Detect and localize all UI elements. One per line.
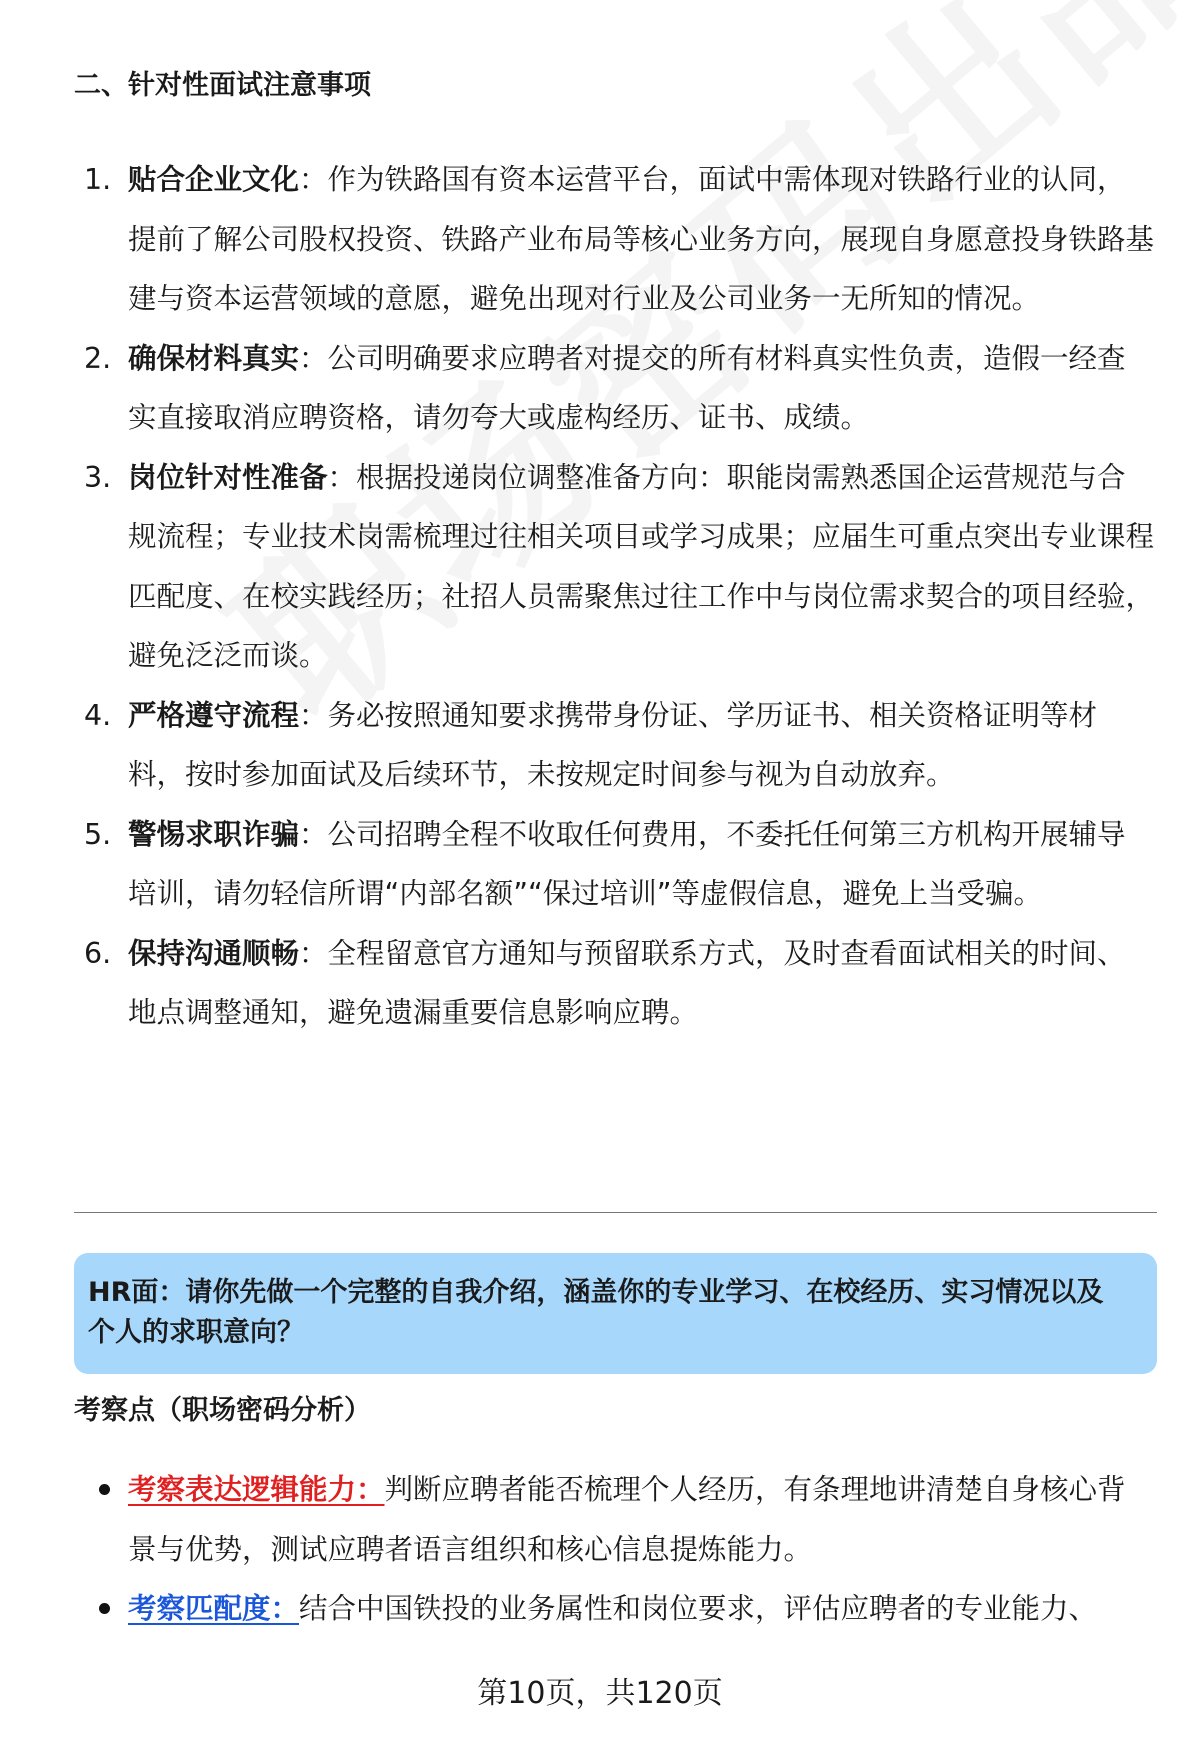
tip-item [74,686,1154,805]
section-divider [74,1212,1157,1213]
tip-number: 6. [84,936,112,970]
tip-number: 5. [84,817,112,851]
tip-heading: 警惕求职诈骗 [128,817,300,851]
tip-heading: 严格遵守流程 [128,698,300,732]
tip-number: 3. [84,460,112,494]
tip-item [74,150,1154,329]
tip-heading: 岗位针对性准备 [128,460,328,494]
tip-separator: ： [299,817,328,851]
tip-body: 公司招聘全程不收取任何费用，不委托任何第三方机构开展辅导培训，请勿轻信所谓“内部名额”“保过培训”等虚假信息，避免上当受骗。 [128,817,1126,910]
tip-heading: 保持沟通顺畅 [128,936,300,970]
tip-separator: ： [299,163,328,196]
section-title: 二、针对性面试注意事项 [74,70,371,101]
tip-number: 1. [84,163,112,196]
analysis-point-label: 考察表达逻辑能力： [128,1473,385,1506]
bullet-dot-icon [99,1484,110,1495]
tip-separator: ： [299,936,328,970]
analysis-title: 考察点（职场密码分析） [74,1395,371,1426]
tip-heading: 贴合企业文化 [128,163,300,196]
analysis-point-body: 结合中国铁投的业务属性和岗位要求，评估应聘者的专业能力、 [299,1592,1098,1625]
tip-heading: 确保材料真实 [128,341,300,375]
analysis-point [74,1579,1154,1639]
analysis-point-body: 判断应聘者能否梳理个人经历，有条理地讲清楚自身核心背景与优势，测试应聘者语言组织和核心信息提炼能力。 [128,1473,1126,1566]
tip-item [74,924,1154,1043]
interview-question-text: HR面：请你先做一个完整的自我介绍，涵盖你的专业学习、在校经历、实习情况以及个人的求职意向？ [88,1277,1104,1348]
tip-item [74,329,1154,448]
tip-item [74,805,1154,924]
analysis-points-list [74,1460,1154,1639]
tip-body: 公司明确要求应聘者对提交的所有材料真实性负责，造假一经查实直接取消应聘资格，请勿夸大或虚构经历、证书、成绩。 [128,341,1126,434]
tip-separator: ： [299,698,328,732]
bullet-dot-icon [99,1603,110,1614]
tip-body: 作为铁路国有资本运营平台，面试中需体现对铁路行业的认同，提前了解公司股权投资、铁路产业布局等核心业务方向，展现自身愿意投身铁路基建与资本运营领域的意愿，避免出现对行业及公司业务一无所知的情况。 [128,163,1155,315]
analysis-point [74,1460,1154,1579]
analysis-point-label: 考察匹配度： [128,1592,300,1625]
tip-separator: ： [327,460,357,494]
interview-question-box [74,1253,1157,1374]
tip-number: 4. [84,698,112,732]
tip-body: 根据投递岗位调整准备方向：职能岗需熟悉国企运营规范与合规流程；专业技术岗需梳理过往相关项目或学习成果；应届生可重点突出专业课程匹配度、在校实践经历；社招人员需聚焦过往工作中与岗位需求契合的项目经验，避免泛泛而谈。 [128,460,1155,672]
tip-item [74,448,1154,686]
tip-body: 务必按照通知要求携带身份证、学历证书、相关资格证明等材料，按时参加面试及后续环节，未按规定时间参与视为自动放弃。 [128,698,1098,791]
tip-number: 2. [84,341,112,375]
tips-list [74,150,1154,1043]
tip-body: 全程留意官方通知与预留联系方式，及时查看面试相关的时间、地点调整通知，避免遗漏重要信息影响应聘。 [128,936,1126,1029]
tip-separator: ： [299,341,328,375]
page-number: 第10页，共120页 [477,1676,723,1711]
